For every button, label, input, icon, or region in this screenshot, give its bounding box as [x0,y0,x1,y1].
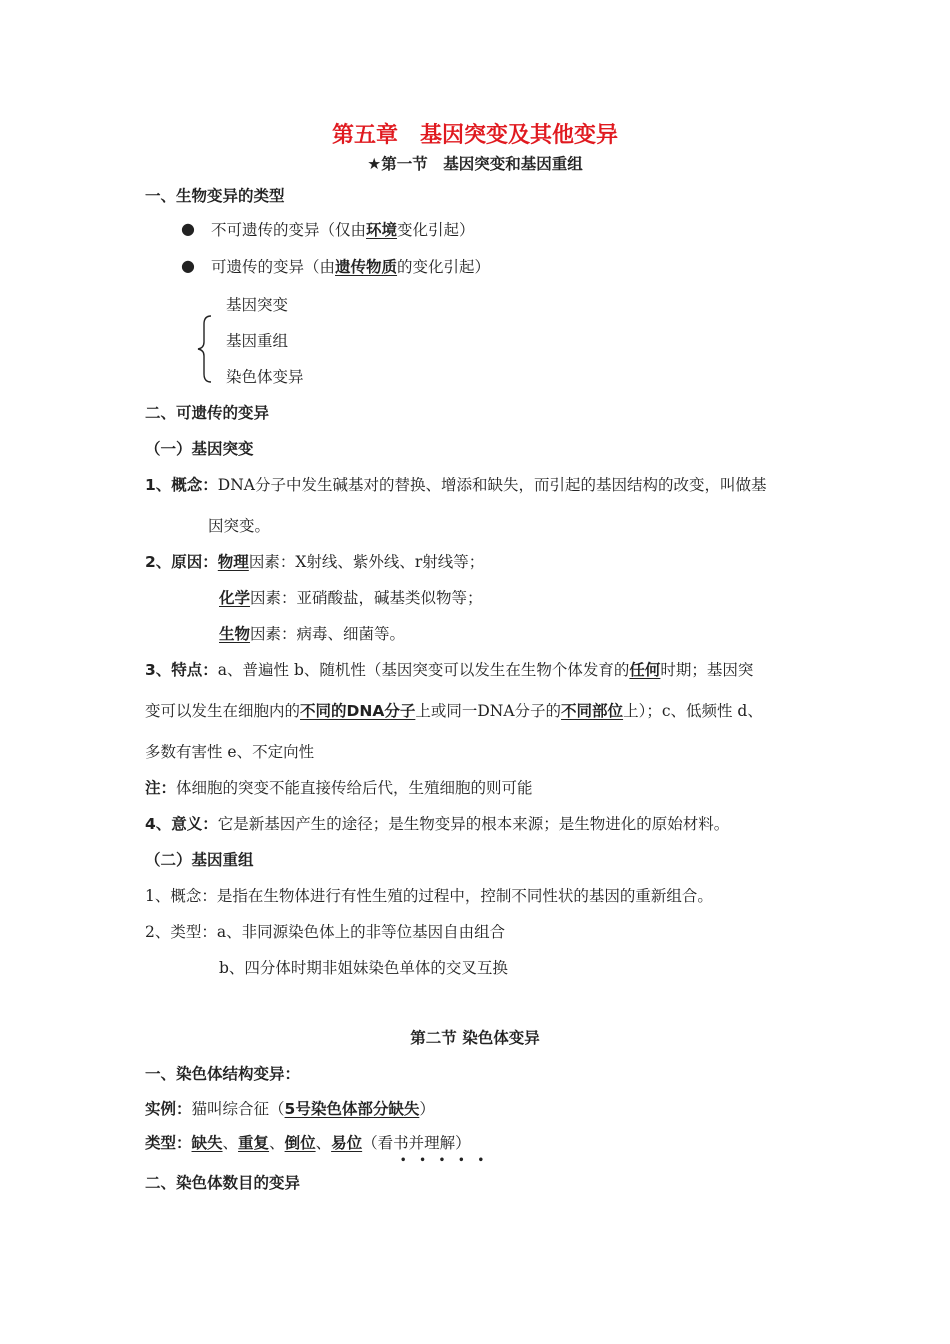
heading-heritable: 二、可遗传的变异 [145,404,270,422]
brace-item-chromosome: 染色体变异 [226,368,304,386]
bullet-heritable: 可遗传的变异（由遗传物质的变化引起） [211,258,491,276]
brace-icon [196,314,216,384]
recombination-concept: 1、概念：是指在生物体进行有性生殖的过程中，控制不同性状的基因的重新组合。 [145,887,713,905]
bullet-icon: ● [181,219,195,238]
heading-structure-variation: 一、染色体结构变异： [145,1065,301,1083]
feature-line-1: 3、特点：a、普遍性 b、随机性（基因突变可以发生在生物个体发育的任何时期；基因突 [145,661,754,679]
concept-continuation: 因突变。 [208,517,271,535]
feature-line-2: 变可以发生在细胞内的不同的DNA分子上或同一DNA分子的不同部位上）；c、低频性 d、 [145,702,763,720]
heading-number-variation: 二、染色体数目的变异 [145,1174,301,1192]
chapter-title: 第五章 基因突变及其他变异 [331,123,618,148]
recombination-type-b: b、四分体时期非姐妹染色单体的交叉互换 [219,959,508,977]
heading-variation-types: 一、生物变异的类型 [145,187,285,205]
cause-chemical: 化学因素：亚硝酸盐，碱基类似物等； [219,589,483,607]
example-line: 实例：猫叫综合征（5号染色体部分缺失） [145,1100,435,1118]
brace-item-mutation: 基因突变 [226,296,289,314]
subheading-mutation: （一）基因突变 [145,440,254,458]
brace-item-recombination: 基因重组 [226,332,289,350]
recombination-type-a: 2、类型：a、非同源染色体上的非等位基因自由组合 [145,923,506,941]
feature-line-3: 多数有害性 e、不定向性 [145,743,315,761]
section-2-title: 第二节 染色体变异 [410,1029,540,1047]
bullet-nonheritable: 不可遗传的变异（仅由环境变化引起） [211,221,475,239]
meaning-line: 4、意义：它是新基因产生的途径；是生物变异的根本来源；是生物进化的原始材料。 [145,815,730,833]
emphasis-dots: ••••• [400,1155,497,1166]
cause-physical: 2、原因：物理因素：X射线、紫外线、r射线等； [145,553,485,571]
subheading-recombination: （二）基因重组 [145,851,254,869]
types-line: 类型：缺失、重复、倒位、易位（看书并理解） [145,1134,471,1152]
note-line: 注：体细胞的突变不能直接传给后代，生殖细胞的则可能 [145,779,533,797]
cause-biological: 生物因素：病毒、细菌等。 [219,625,406,643]
section-title: ★第一节 基因突变和基因重组 [367,155,583,173]
concept-line: 1、概念：DNA分子中发生碱基对的替换、增添和缺失，而引起的基因结构的改变，叫做基 [145,476,767,494]
bullet-icon: ● [181,256,195,275]
